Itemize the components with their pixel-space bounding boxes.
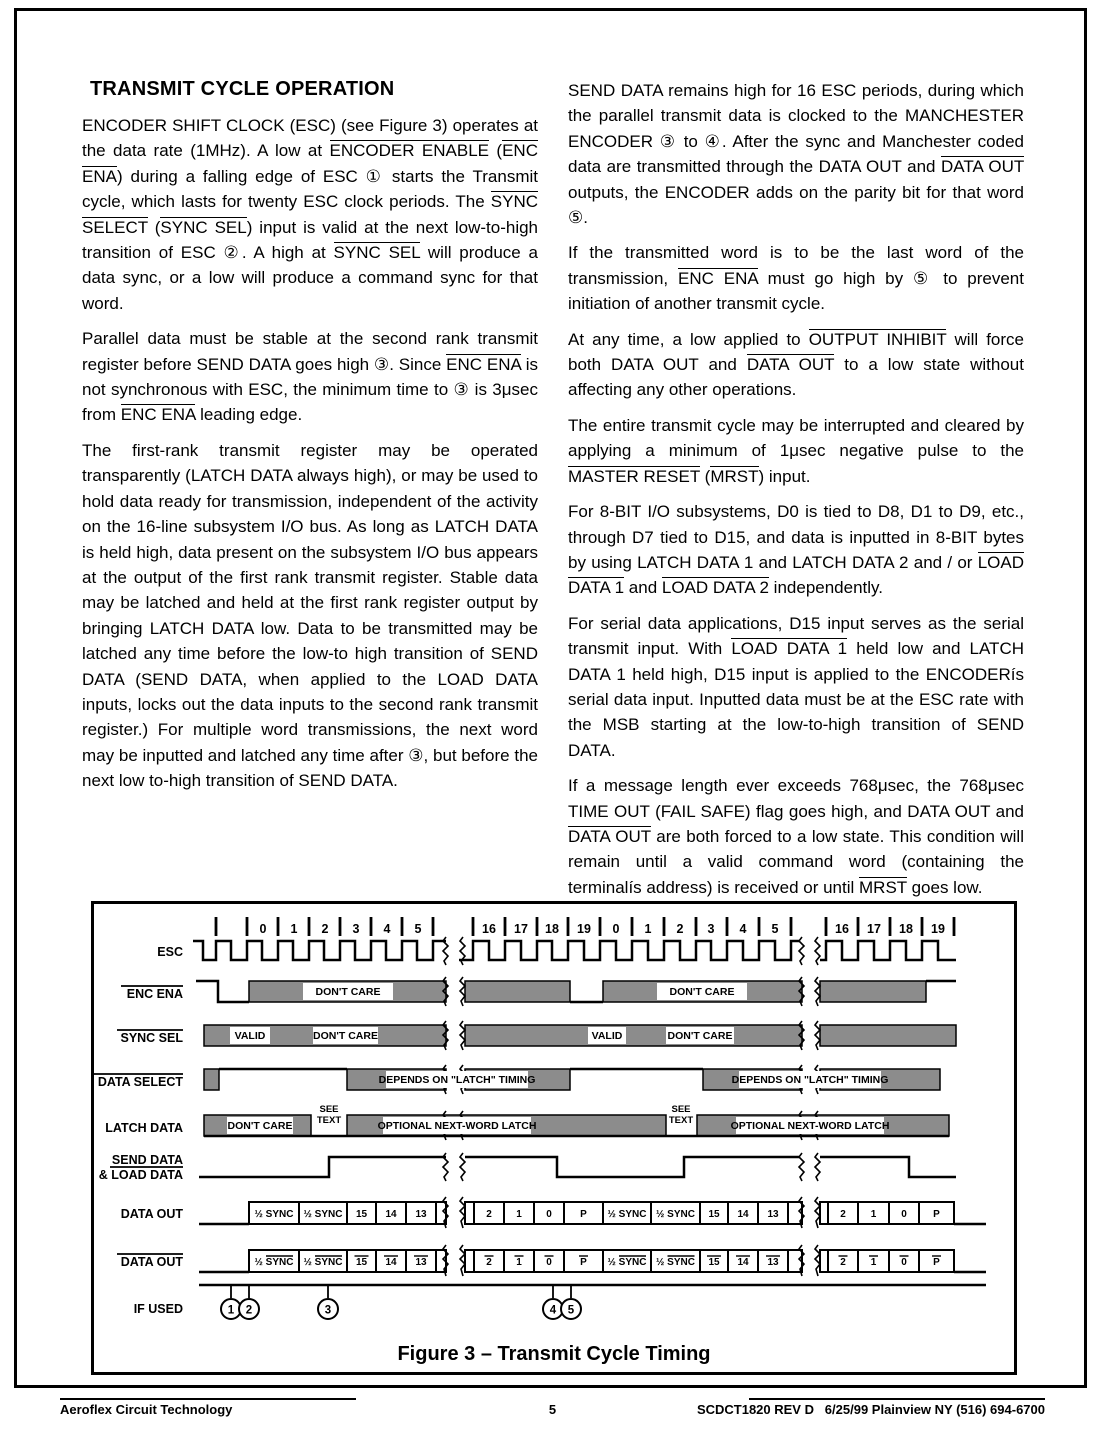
tick-label: 4 xyxy=(739,922,747,936)
label-box-text: DEPENDS ON "LATCH" TIMING xyxy=(731,1074,889,1086)
waveform xyxy=(459,941,800,960)
annotation-text: SEE xyxy=(671,1104,691,1115)
overlined-signal-name: DATA OUT xyxy=(568,826,651,846)
tick-label: 16 xyxy=(835,922,849,936)
text-run: and xyxy=(624,578,662,598)
label-box-text: DON'T CARE xyxy=(313,1030,378,1042)
text-run: to a low state without affecting any other operations. xyxy=(568,355,1024,400)
signal-label: ESC xyxy=(157,945,183,959)
data-cell-label: 1 xyxy=(516,1257,522,1268)
waveform xyxy=(820,941,956,960)
data-cell-label: 14 xyxy=(385,1209,397,1220)
overlined-signal-name: MRST xyxy=(859,877,907,897)
waveform xyxy=(820,1157,956,1177)
waveform xyxy=(199,1157,446,1177)
data-cell-label: P xyxy=(580,1209,587,1220)
figure-box xyxy=(91,901,1017,1375)
tick-label: 3 xyxy=(707,922,715,936)
overlined-signal-name: SYNC SEL xyxy=(160,217,247,237)
text-run: If a message length ever exceeds 768μsec, the 768μsec TIME OUT (FAIL SAFE) flag goes high, and DATA OUT and xyxy=(568,776,1024,821)
footer-rule-right xyxy=(749,1398,1045,1400)
data-cell-label: ½ SYNC xyxy=(303,1257,343,1268)
page-title: TRANSMIT CYCLE OPERATION xyxy=(90,78,395,100)
paragraph xyxy=(568,240,1024,316)
data-cell-label: ½ SYNC xyxy=(656,1209,695,1220)
tick-label: 5 xyxy=(771,922,779,936)
data-cell-label: 0 xyxy=(901,1257,907,1268)
overlined-signal-name: ENC ENA xyxy=(82,141,538,186)
annotation-text: SEE xyxy=(319,1104,339,1115)
text-run: held low and LATCH DATA 1 held high, D15 input is applied to the ENCODERís serial data input. Inputted data must be at the ESC rate with the MSB starting at the low-to-high transition of SEND DATA. xyxy=(568,639,1024,760)
data-cell xyxy=(465,1250,474,1272)
overlined-signal-name: LOAD DATA 2 xyxy=(661,578,769,598)
signal-label: ENC ENA xyxy=(126,987,183,1001)
overlined-signal-name: ENCODER ENABLE xyxy=(329,141,490,161)
overlined-signal-name: ENC ENA xyxy=(678,268,758,288)
data-cell-label: 0 xyxy=(546,1209,552,1220)
data-cell-label: 1 xyxy=(870,1209,877,1220)
column-left xyxy=(82,78,538,804)
text-run: ( xyxy=(489,141,503,161)
text-run: will produce a data sync, or a low will produce a command sync for that word. xyxy=(82,243,538,313)
tick-label: 17 xyxy=(514,922,528,936)
event-circle-number: 5 xyxy=(567,1304,575,1317)
text-run: At any time, a low applied to xyxy=(568,329,809,349)
event-circle-number: 2 xyxy=(245,1304,253,1317)
signal-label: DATA SELECT xyxy=(97,1075,183,1089)
text-run: leading edge. xyxy=(195,405,303,425)
event-circle-number: 1 xyxy=(227,1304,235,1317)
data-cell-label: 2 xyxy=(486,1257,492,1268)
overlined-signal-name: DATA OUT xyxy=(941,157,1024,177)
label-box-text: DEPENDS ON "LATCH" TIMING xyxy=(378,1074,536,1086)
text-run: SEND DATA remains high for 16 ESC periods, during which the parallel transmit data is clocked to the MANCHESTER ENCODER ③ to ④. After the sync and Manchester coded data are transmitted through the DATA OUT and xyxy=(568,81,1024,177)
break-mark xyxy=(799,937,804,965)
signal-label: & LOAD DATA xyxy=(98,1168,183,1182)
label-box-text: DON'T CARE xyxy=(315,986,381,998)
tick-label: 2 xyxy=(676,922,684,936)
data-cell-label: P xyxy=(580,1257,587,1268)
paragraph xyxy=(568,413,1024,489)
tick-label: 17 xyxy=(867,922,881,936)
label-box-text: VALID xyxy=(591,1030,623,1042)
label-box-text: DON'T CARE xyxy=(227,1120,293,1132)
annotation-text: TEXT xyxy=(668,1115,694,1126)
overlined-signal-name: OUTPUT INHIBIT xyxy=(808,329,947,349)
waveform xyxy=(193,941,446,960)
overlined-signal-name: MRST xyxy=(710,466,759,486)
text-run: The entire transmit cycle may be interrupted and cleared by applying a minimum of 1μsec negative pulse to the xyxy=(568,415,1024,461)
data-cell-label: 15 xyxy=(708,1257,720,1268)
data-cell-label: 13 xyxy=(767,1209,779,1220)
data-cell-label: 1 xyxy=(870,1257,877,1268)
data-cell xyxy=(820,1250,828,1272)
data-cell-label: 15 xyxy=(355,1209,368,1220)
signal-label: DATA OUT xyxy=(120,1255,183,1269)
data-cell-label: 2 xyxy=(486,1209,492,1220)
tick-label: 1 xyxy=(644,922,652,936)
signal-label: IF USED xyxy=(133,1302,183,1316)
waveform xyxy=(465,1157,800,1177)
text-run: If the transmitted word is to be the last word of the transmission, xyxy=(568,243,1024,288)
tick-label: 1 xyxy=(290,922,298,936)
tick-label: 2 xyxy=(321,922,329,936)
overlined-signal-name: MASTER RESET xyxy=(568,466,700,486)
text-run: ENCODER SHIFT CLOCK (ESC) (see Figure 3) operates at the data rate (1MHz). A low at xyxy=(82,116,538,161)
text-run: goes low. xyxy=(906,877,983,897)
text-run: must go high by ⑤ to prevent initiation of another transmit cycle. xyxy=(568,268,1024,314)
break-mark xyxy=(799,1153,804,1181)
data-cell-label: 0 xyxy=(901,1209,907,1220)
data-cell-label: 14 xyxy=(737,1257,749,1268)
text-run: is not synchronous with ESC, the minimum time to ③ is 3μsec from xyxy=(82,354,539,425)
label-box-text: DON'T CARE xyxy=(669,986,735,998)
tick-label: 18 xyxy=(899,922,913,936)
data-cell-label: 13 xyxy=(767,1257,779,1268)
overlined-signal-name: DATA OUT xyxy=(746,355,835,375)
transmit-cycle-timing-diagram xyxy=(94,905,1014,1343)
data-cell-label: 13 xyxy=(415,1257,427,1268)
tick-label: 19 xyxy=(931,922,945,936)
data-cell-label: ½ SYNC xyxy=(607,1209,647,1220)
tick-label: 5 xyxy=(414,922,422,936)
text-run: For serial data applications, D15 input serves as the serial transmit input. With xyxy=(568,613,1024,659)
text-run: outputs, the ENCODER adds on the parity bit for that word ⑤. xyxy=(568,182,1024,228)
data-cell-label: P xyxy=(933,1209,940,1220)
data-cell xyxy=(820,1202,828,1224)
text-run: For 8-BIT I/O subsystems, D0 is tied to D8, D1 to D9, etc., through D7 tied to D15, and data is inputted in 8-BIT bytes by using LATCH DATA 1 and LATCH DATA 2 and / or xyxy=(568,502,1024,572)
footer-rule-left xyxy=(60,1398,356,1400)
paragraph xyxy=(82,113,538,316)
dont-care-bar xyxy=(465,981,570,1002)
data-cell-label: 0 xyxy=(546,1257,552,1268)
footer-doc-id: SCDCT1820 REV D 6/25/99 Plainview NY (516) 694-6700 xyxy=(696,1402,1045,1417)
text-run: The first-rank transmit register may be operated transparently (LATCH DATA always high), or may be used to hold data ready for transmission, independent of the activity on the 16-line subsystem I/O bus. As long as LATCH DATA is held high, data present on the subsystem I/O bus appears at the output of the first rank transmit register. Stable data may be latched and held at the first rank register output by bringing LATCH DATA low. Data to be transmitted may be latched any time before the low-to high transition of SEND DATA (SEND DATA, when applied to the LOAD DATA inputs, locks out the data inputs to the second rank transmit register.) For multiple word transmissions, the next word may be inputted and latched any time after ③, but before the next low to-high transition of SEND DATA. xyxy=(82,440,538,791)
break-mark xyxy=(815,937,820,965)
label-box-text: OPTIONAL NEXT-WORD LATCH xyxy=(377,1120,537,1132)
paragraph xyxy=(82,326,538,428)
data-cell-label: 14 xyxy=(737,1209,749,1220)
signal-label: DATA OUT xyxy=(120,1207,183,1221)
label-box-text: DON'T CARE xyxy=(667,1030,733,1042)
data-cell-label: ½ SYNC xyxy=(607,1257,647,1268)
paragraph xyxy=(568,773,1024,900)
data-cell-label: 1 xyxy=(516,1209,522,1220)
signal-label: SEND DATA xyxy=(111,1153,183,1167)
tick-label: 16 xyxy=(482,922,496,936)
column-right xyxy=(568,78,1024,910)
text-run: ( xyxy=(147,217,161,237)
data-cell-label: 2 xyxy=(840,1257,846,1268)
data-cell-label: ½ SYNC xyxy=(254,1209,294,1220)
break-mark xyxy=(815,1153,820,1181)
tick-label: 19 xyxy=(577,922,591,936)
dont-care-bar xyxy=(465,1025,802,1046)
overlined-signal-name: LOAD DATA 1 xyxy=(568,552,1024,598)
waveform xyxy=(196,981,249,1002)
data-cell-label: 2 xyxy=(840,1209,846,1220)
dont-care-bar xyxy=(204,1069,219,1090)
data-cell-label: P xyxy=(933,1257,940,1268)
signal-label: LATCH DATA xyxy=(105,1121,183,1135)
text-run: are both forced to a low state. This condition will remain until a valid command word (containing the terminalís address) is received or until xyxy=(568,826,1024,897)
paragraph xyxy=(82,438,538,794)
paragraph xyxy=(568,499,1024,601)
overlined-signal-name: LOAD DATA 1 xyxy=(731,639,848,659)
tick-label: 4 xyxy=(383,922,391,936)
paragraph xyxy=(568,327,1024,403)
tick-label: 0 xyxy=(612,922,620,936)
dont-care-bar xyxy=(820,1025,956,1046)
paragraph xyxy=(568,78,1024,230)
data-cell-label: ½ SYNC xyxy=(656,1257,695,1268)
event-circle-number: 3 xyxy=(324,1304,332,1317)
data-cell-label: 15 xyxy=(355,1257,368,1268)
label-box-text: OPTIONAL NEXT-WORD LATCH xyxy=(730,1120,890,1132)
text-run: ) during a falling edge of ESC ① starts the Transmit cycle, which lasts for twenty ESC clock periods. The xyxy=(82,166,538,212)
data-cell-label: ½ SYNC xyxy=(254,1257,294,1268)
figure-caption: Figure 3 – Transmit Cycle Timing xyxy=(397,1343,711,1365)
data-cell xyxy=(465,1202,474,1224)
text-run: ( xyxy=(699,466,711,486)
data-cell-label: 13 xyxy=(415,1209,427,1220)
text-run: independently. xyxy=(768,578,884,598)
label-box-text: VALID xyxy=(234,1030,266,1042)
break-mark xyxy=(460,1153,465,1181)
signal-label: SYNC SEL xyxy=(120,1031,183,1045)
footer-page-number: 5 xyxy=(548,1402,557,1417)
text-run: ) input. xyxy=(758,466,811,486)
annotation-text: TEXT xyxy=(316,1115,342,1126)
text-run: ) input is valid at the next low-to-high transition of ESC ②. A high at xyxy=(82,217,539,263)
data-cell-label: 15 xyxy=(708,1209,720,1220)
overlined-signal-name: ENC ENA xyxy=(446,354,521,374)
text-run: will force both DATA OUT and xyxy=(568,329,1024,375)
event-circle-number: 4 xyxy=(549,1304,557,1317)
text-run: Parallel data must be stable at the second rank transmit register before SEND DATA goes high ③. Since xyxy=(82,329,538,374)
overlined-signal-name: ENC ENA xyxy=(120,405,196,425)
tick-label: 0 xyxy=(259,922,267,936)
overlined-signal-name: SYNC SELECT xyxy=(82,192,538,237)
data-cell-label: 14 xyxy=(385,1257,397,1268)
dont-care-bar xyxy=(820,981,926,1002)
footer-company: Aeroflex Circuit Technology xyxy=(60,1402,233,1417)
tick-label: 3 xyxy=(352,922,360,936)
tick-label: 18 xyxy=(545,922,559,936)
paragraph xyxy=(568,611,1024,763)
data-cell-label: ½ SYNC xyxy=(303,1209,343,1220)
overlined-signal-name: SYNC SEL xyxy=(333,243,421,263)
